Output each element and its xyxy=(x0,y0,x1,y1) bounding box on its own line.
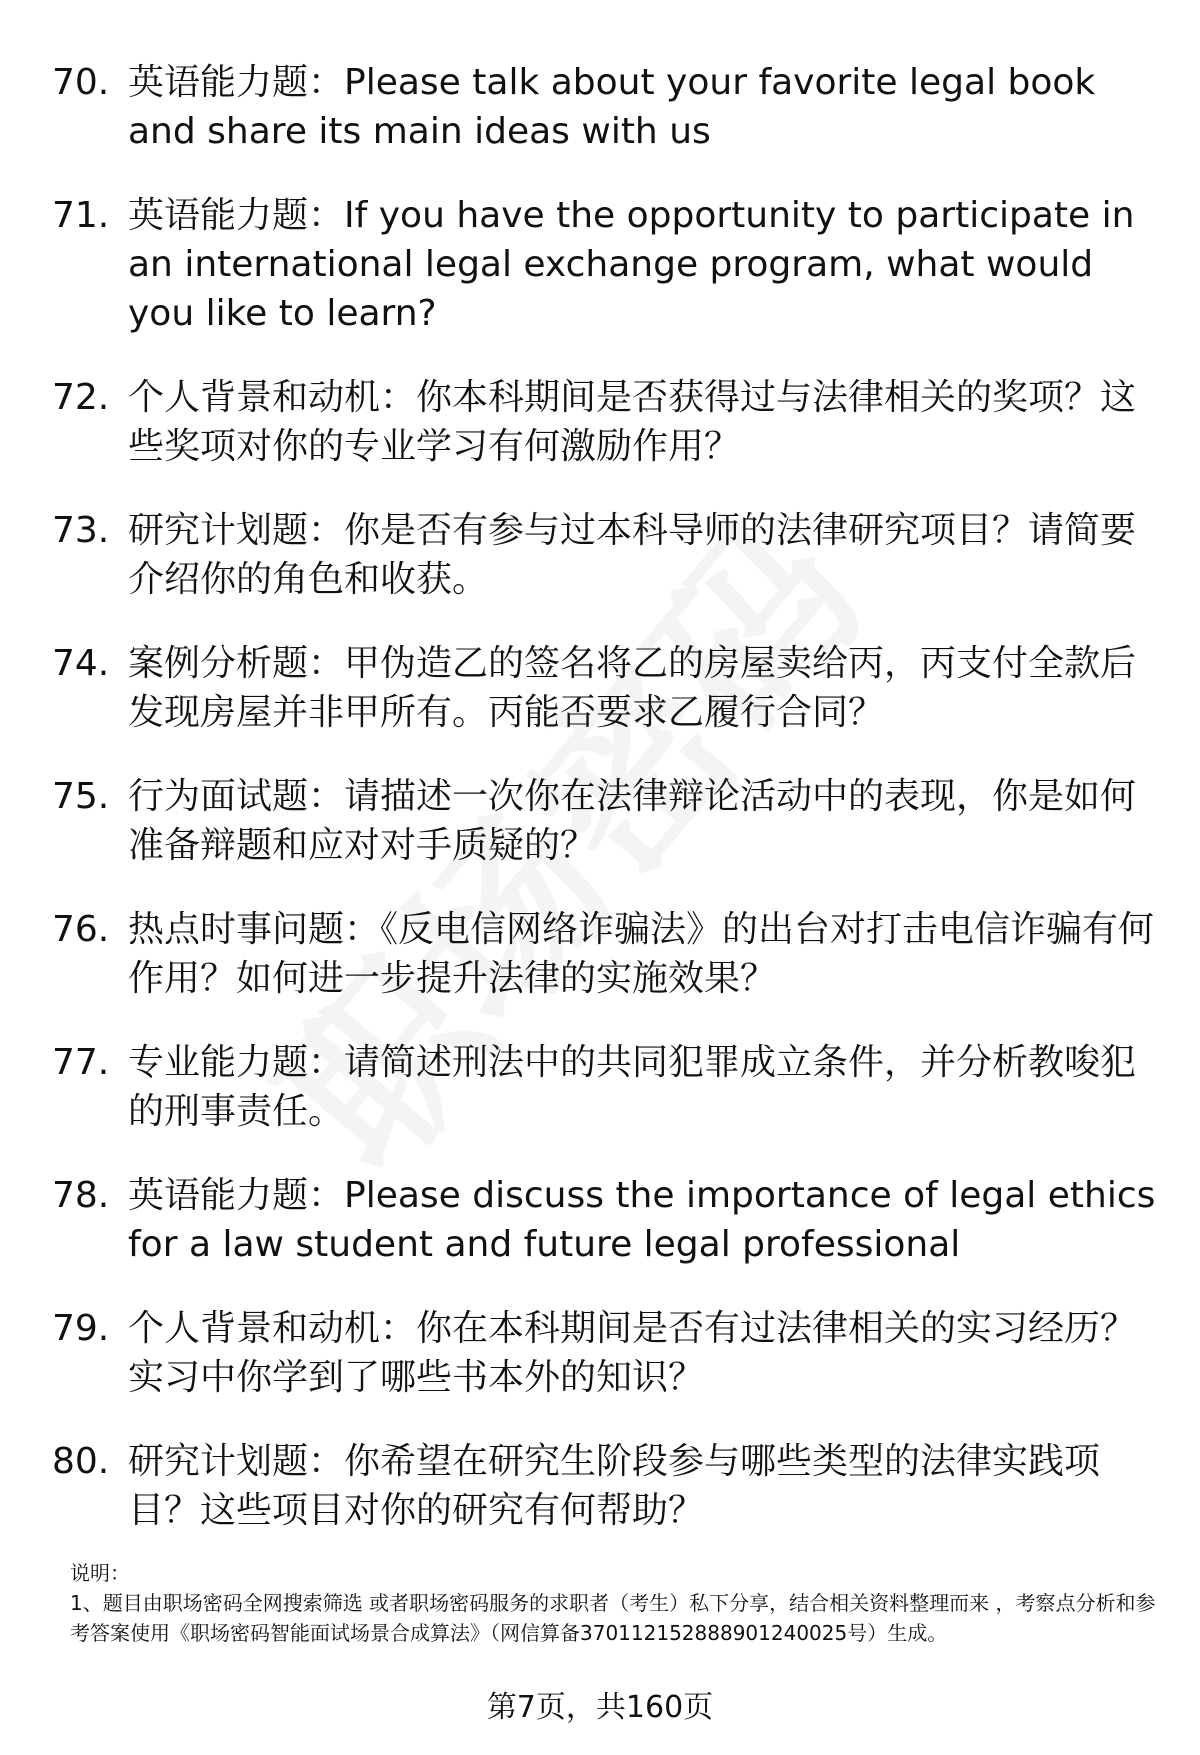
question-number: 70. xyxy=(52,62,110,103)
question-item xyxy=(0,373,1200,471)
note-section xyxy=(70,1558,1160,1648)
question-text: 英语能力题：Please talk about your favorite legal book and share its main ideas with us xyxy=(128,62,1096,152)
question-text: 专业能力题：请简述刑法中的共同犯罪成立条件，并分析教唆犯的刑事责任。 xyxy=(128,1042,1137,1132)
question-text: 研究计划题：你是否有参与过本科导师的法律研究项目？请简要介绍你的角色和收获。 xyxy=(128,510,1137,600)
question-text: 个人背景和动机：你在本科期间是否有过法律相关的实习经历？实习中你学到了哪些书本外的知识？ xyxy=(128,1308,1137,1398)
question-list xyxy=(0,58,1200,1570)
question-item xyxy=(0,1038,1200,1136)
question-number: 77. xyxy=(52,1042,110,1083)
question-text: 热点时事问题：《反电信网络诈骗法》的出台对打击电信诈骗有何作用？如何进一步提升法律的实施效果？ xyxy=(128,909,1155,999)
question-text: 行为面试题：请描述一次你在法律辩论活动中的表现，你是如何准备辩题和应对对手质疑的？ xyxy=(128,776,1137,866)
question-item xyxy=(0,1304,1200,1402)
question-number: 76. xyxy=(52,909,110,950)
question-item xyxy=(0,191,1200,338)
question-number: 78. xyxy=(52,1175,110,1216)
question-number: 72. xyxy=(52,377,110,418)
page-footer: 第7页，共160页 xyxy=(486,1690,714,1725)
question-number: 74. xyxy=(52,643,110,684)
question-text: 英语能力题：If you have the opportunity to participate in an international legal exchange program, what would you like to learn? xyxy=(128,195,1135,334)
question-item xyxy=(0,506,1200,604)
question-item xyxy=(0,905,1200,1003)
question-number: 73. xyxy=(52,510,110,551)
note-body: 1、题目由职场密码全网搜索筛选 或者职场密码服务的求职者（考生）私下分享，结合相关资料整理而来 ，考察点分析和参考答案使用《职场密码智能面试场景合成算法》（网信算备370112152888901240025号）生成。 xyxy=(70,1591,1156,1645)
note-title: 说明： xyxy=(70,1561,130,1585)
question-text: 研究计划题：你希望在研究生阶段参与哪些类型的法律实践项目？这些项目对你的研究有何帮助？ xyxy=(128,1441,1101,1531)
question-text: 案例分析题：甲伪造乙的签名将乙的房屋卖给丙，丙支付全款后发现房屋并非甲所有。丙能否要求乙履行合同？ xyxy=(128,643,1137,733)
question-text: 个人背景和动机：你本科期间是否获得过与法律相关的奖项？这些奖项对你的专业学习有何激励作用？ xyxy=(128,377,1137,467)
question-item xyxy=(0,1437,1200,1535)
question-item xyxy=(0,1171,1200,1269)
question-item xyxy=(0,772,1200,870)
question-item xyxy=(0,58,1200,156)
question-number: 80. xyxy=(52,1441,110,1482)
question-item xyxy=(0,639,1200,737)
question-number: 79. xyxy=(52,1308,110,1349)
question-number: 75. xyxy=(52,776,110,817)
question-text: 英语能力题：Please discuss the importance of legal ethics for a law student and future legal professional xyxy=(128,1175,1156,1265)
question-number: 71. xyxy=(52,195,110,236)
